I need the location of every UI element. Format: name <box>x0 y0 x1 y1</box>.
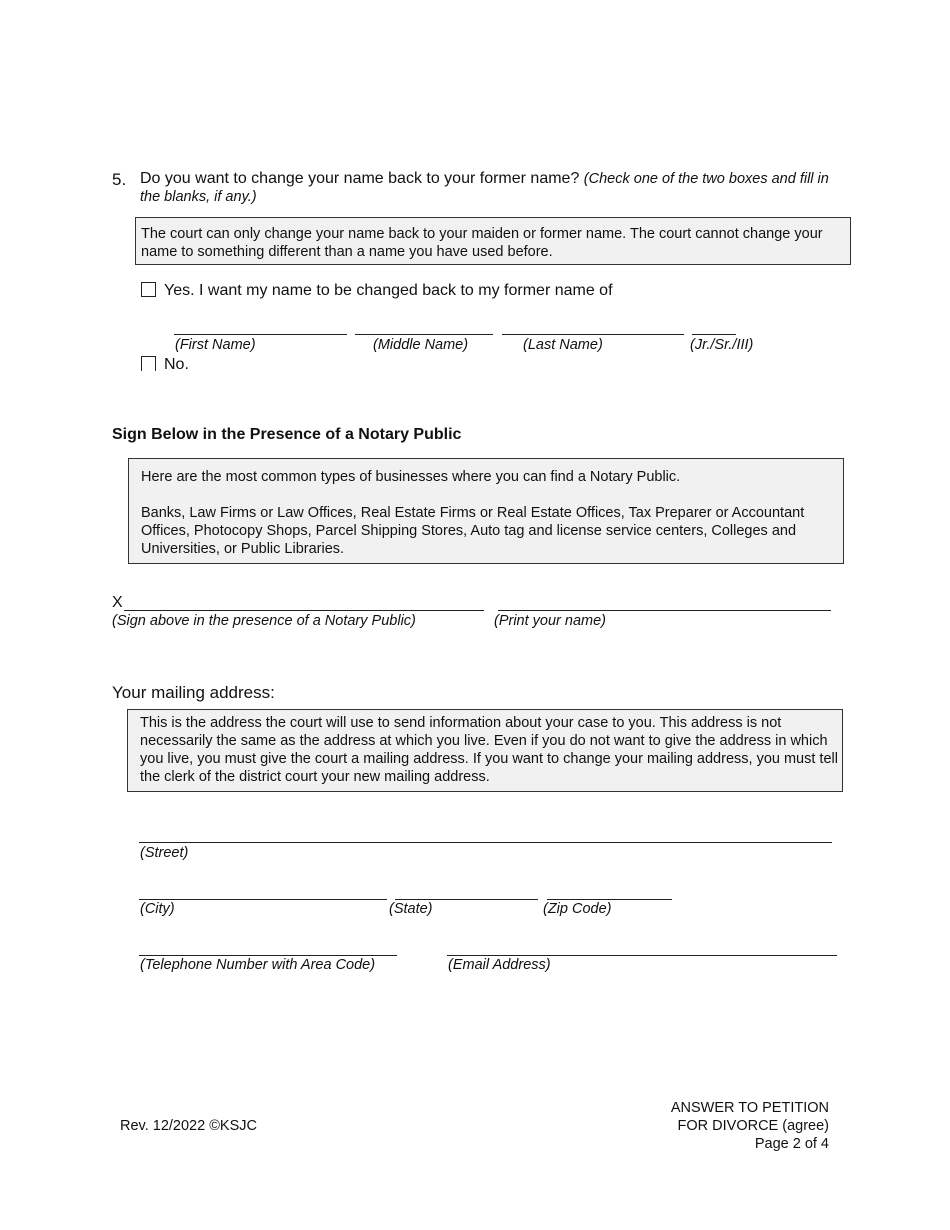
email-line[interactable] <box>447 955 837 956</box>
name-change-info-text: The court can only change your name back to your maiden or former name. The court cannot change your name to something different than a name you have used before. <box>141 226 823 260</box>
middle-name-caption: (Middle Name) <box>373 337 469 353</box>
signature-x: X <box>112 594 123 611</box>
name-change-info-box <box>135 217 851 265</box>
footer-title-line1: ANSWER TO PETITION <box>670 1100 829 1116</box>
notary-intro: Here are the most common types of businesses where you can find a Notary Public. <box>141 469 681 485</box>
no-checkbox[interactable] <box>141 356 156 371</box>
notary-list: Banks, Law Firms or Law Offices, Real Estate Firms or Real Estate Offices, Tax Preparer or Accountant Offices, Photocopy Shops, Parcel Shipping Stores, Auto tag and license service centers, Colleges and Universities, or Public Libraries. <box>141 505 805 557</box>
phone-line[interactable] <box>139 955 397 956</box>
mailing-address-title: Your mailing address: <box>112 683 275 702</box>
signature-caption: (Sign above in the presence of a Notary Public) <box>112 613 416 629</box>
last-name-line[interactable] <box>502 334 684 335</box>
state-caption: (State) <box>389 901 433 917</box>
first-name-line[interactable] <box>174 334 347 335</box>
mailing-info-text: This is the address the court will use to send information about your case to you. This address is not necessarily the same as the address at which you live. Even if you do not want to give the address in which you live, you must give the court a mailing address. If you want to change your mailing address, you must tell the clerk of the district court your new mailing address. <box>140 715 838 785</box>
print-name-line[interactable] <box>498 610 831 611</box>
last-name-caption: (Last Name) <box>523 337 603 353</box>
state-line[interactable] <box>395 899 538 900</box>
suffix-line[interactable] <box>692 334 736 335</box>
zip-line[interactable] <box>547 899 672 900</box>
question-note: (Check one of the two boxes and fill in the blanks, if any.) <box>140 171 829 205</box>
first-name-caption: (First Name) <box>175 337 256 353</box>
city-caption: (City) <box>140 901 175 917</box>
zip-caption: (Zip Code) <box>543 901 612 917</box>
signature-line[interactable] <box>124 610 484 611</box>
city-line[interactable] <box>139 899 387 900</box>
notary-heading: Sign Below in the Presence of a Notary Public <box>112 426 462 443</box>
email-caption: (Email Address) <box>448 957 551 973</box>
yes-checkbox[interactable] <box>141 282 156 297</box>
question-prompt: Do you want to change your name back to your former name? <box>140 170 580 187</box>
suffix-caption: (Jr./Sr./III) <box>690 337 754 353</box>
phone-caption: (Telephone Number with Area Code) <box>140 957 376 973</box>
notary-info-box <box>128 458 844 564</box>
mailing-info-box <box>127 709 843 792</box>
question-number: 5. <box>112 170 127 189</box>
document-footer <box>671 1099 829 1153</box>
yes-label: Yes. I want my name to be changed back to my former name of <box>164 282 613 299</box>
street-line[interactable] <box>139 842 832 843</box>
footer-title-line2: FOR DIVORCE (agree) <box>677 1118 829 1134</box>
print-name-caption: (Print your name) <box>494 613 607 629</box>
question-text <box>140 170 852 206</box>
revision-note: Rev. 12/2022 ©KSJC <box>120 1118 257 1134</box>
street-caption: (Street) <box>140 845 189 861</box>
no-label: No. <box>164 356 189 373</box>
middle-name-line[interactable] <box>355 334 493 335</box>
page-number: Page 2 of 4 <box>754 1136 829 1152</box>
